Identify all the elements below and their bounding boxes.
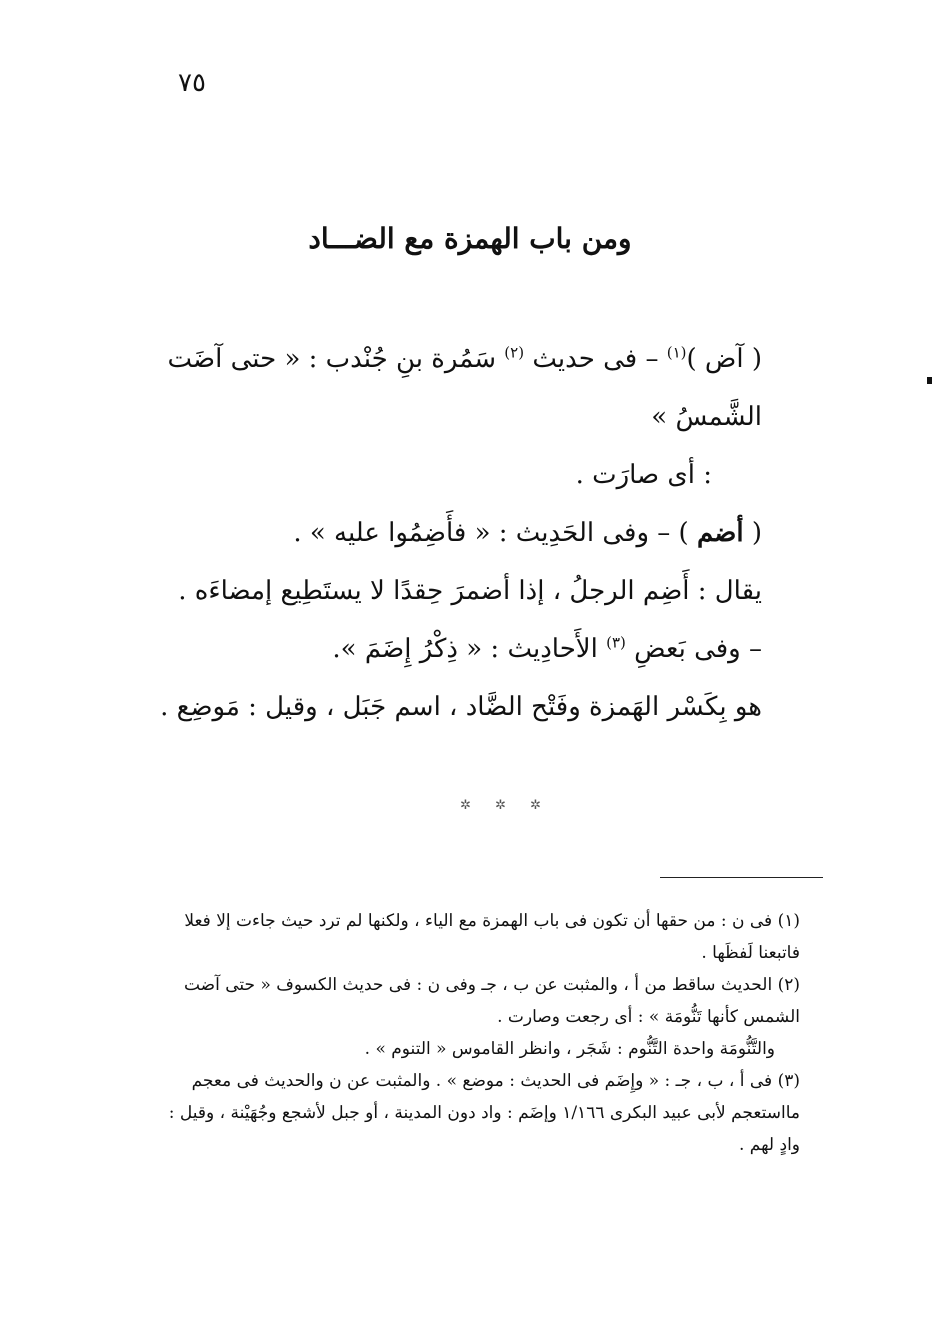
footnote-1: (١) فى ن : من حقها أن تكون فى باب الهمزة مع الياء ، ولكنها لم ترد حيث جاءت إلا فعلا فاتبعنا لَفظَها .	[184, 911, 800, 963]
entry-ad-headword: ( آض )	[686, 344, 762, 374]
footnote-ref-3: (٣)	[606, 633, 626, 652]
entry-adim-text: ) – وفى الحَدِيث : « فأَضِمُوا عليه » .	[293, 518, 697, 548]
footnotes	[150, 905, 825, 1161]
entry-idam: – وفى بَعضِ $^{(٣)}$ الأَحادِيث : « ذِكْرُ إِضَمَ ».	[332, 633, 762, 664]
footnote-ref-2: (٢)	[504, 343, 525, 362]
page-number: ٧٥	[178, 68, 206, 98]
section-heading: ومن باب الهمزة مع الضـــاد	[308, 222, 632, 255]
footnote-ref-1: (١)	[666, 343, 687, 362]
footnote-divider	[660, 877, 823, 878]
entry-ad-gloss: : أى صارَت .	[575, 460, 712, 490]
margin-mark	[927, 377, 932, 384]
footnote-3: (٣) فى أ ، ب ، جـ : « وإِضَم فى الحديث : موضع » . والمثبت عن ن والحديث فى معجم مااستعجم لأبى عبيد البكرى ١/١٦٦ وإضَم : واد دون المدينة ، أو جبل لأشجع وجُهَيْنة ، وقيل : وادٍ لهم .	[168, 1071, 800, 1155]
section-separator: ✲ ✲ ✲	[460, 798, 551, 813]
entry-ad-hadith: سَمُرة بنِ جُنْدب : « حتى آضَت الشَّمسُ »	[167, 344, 762, 432]
entry-ad-text: – فى حديث	[524, 344, 667, 374]
entry-idam-explanation: هو بِكَسْر الهَمزة وفَتْح الضَّاد ، اسم جَبَل ، وقيل : مَوضِع .	[160, 692, 762, 722]
footnote-2: (٢) الحديث ساقط من أ ، والمثبت عن ب ، جـ وفى ن : فى حديث الكسوف « حتى آضت الشمس كأنها تَنُّومَة » : أى رجعت وصارت .	[183, 975, 800, 1027]
entry-adim-explanation: يقال : أَضِم الرجلُ ، إذا أضمرَ حِقدًا لا يستَطِيع إمضاءَه .	[178, 576, 762, 606]
footnote-2-continuation: والتَّنُّومَة واحدة التَّنُّوم : شَجَر ، وانظر القاموس « التنوم » .	[364, 1039, 775, 1059]
main-text	[150, 330, 762, 736]
entry-adim-headword: أضم	[696, 518, 744, 548]
entry-ad	[150, 330, 762, 446]
entry-adim: ( أضم ) – وفى الحَدِيث : « فأَضِمُوا عليه » .	[293, 518, 762, 548]
